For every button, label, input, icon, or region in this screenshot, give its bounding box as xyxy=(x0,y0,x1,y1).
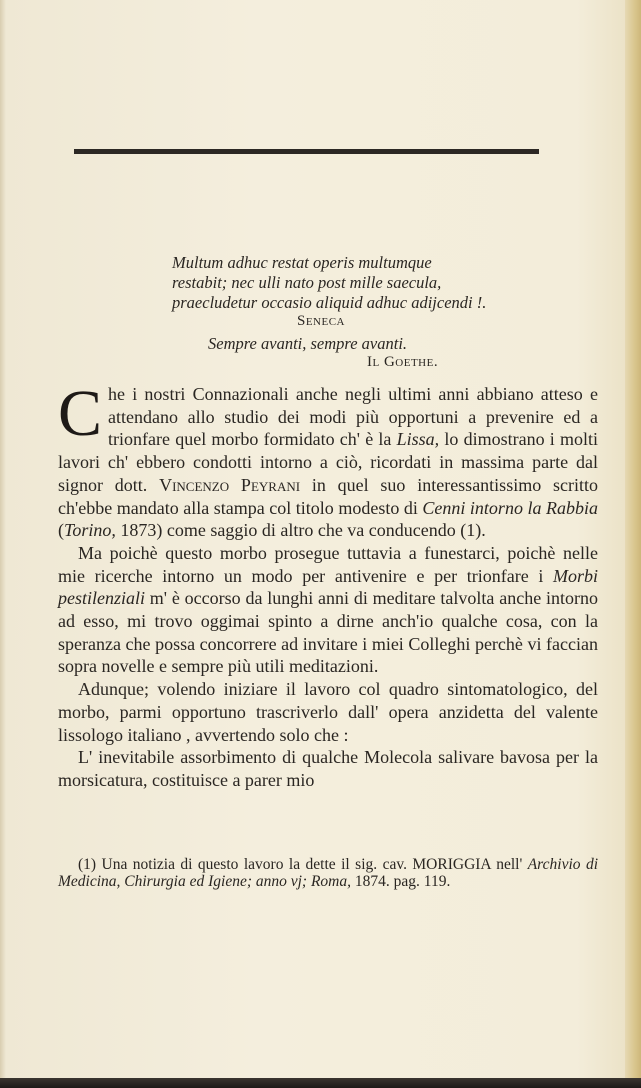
paragraph-1: Che i nostri Connazionali anche negli ultimi anni abbiano atteso e attendano allo studio dei modi più opportuni a prevenire ed a trionfare quel morbo formidato ch' è la Lissa, lo dimostrano i molti lavori ch' ebbero condotti intorno a ciò, ricordati in massima parte dal signor dott. Vincenzo Peyrani in quel suo interessantissimo scritto ch'ebbe mandato alla stampa col titolo modesto di Cenni intorno la Rabbia (Torino, 1873) come saggio di altro che va conducendo (1). xyxy=(58,377,599,541)
epigraph-line-3: praecludetur occasio aliquid adhuc adijcendi !. xyxy=(172,293,487,312)
journal-title: Archivio di Medicina, Chirurgia ed Igiene; anno vj; Roma, xyxy=(58,856,599,890)
epigraph-attribution-latin: Seneca xyxy=(297,313,346,329)
paragraph-4: L' inevitabile assorbimento di qualche Molecola salivare bavosa per la morsicatura, costituisce a parer mio xyxy=(58,747,598,790)
bottom-edge xyxy=(0,1078,641,1088)
place-name: Torino, xyxy=(64,520,116,541)
page-left-edge xyxy=(0,0,6,1088)
epigraph-italian: Sempre avanti, sempre avanti. xyxy=(208,334,408,353)
morbi-title: Morbi pestilenziali xyxy=(58,565,598,609)
epigraph-line-1: Multum adhuc restat operis multumque xyxy=(172,253,432,272)
work-title: Cenni intorno la Rabbia xyxy=(422,497,598,518)
epigraph-line-2: restabit; nec ulli nato post mille saecula, xyxy=(172,273,442,292)
page-right-edge xyxy=(625,0,641,1088)
body-text xyxy=(58,377,599,792)
footnote: (1) Una notizia di questo lavoro la dette il sig. cav. MORIGGIA nell' Archivio di Medicina, Chirurgia ed Igiene; anno vj; Roma, 1874. pag. 119. xyxy=(58,856,599,890)
lissa-term: Lissa, xyxy=(396,429,440,450)
top-rule xyxy=(74,149,539,154)
paragraph-2: Ma poichè questo morbo prosegue tuttavia a funestarci, poichè nelle mie ricerche intorno un modo per antivenire e per trionfare i Morbi pestilenziali m' è occorso da lunghi anni di meditare talvolta anche intorno ad esso, mi trovo oggimai spinto a dirne anch'io qualche cosa, con la speranza che possa concorrere ad invitare i miei Colleghi perchè vi faccian sopra novelle e sempre più utili meditazioni. xyxy=(58,542,598,677)
paragraph-3: Adunque; volendo iniziare il lavoro col quadro sintomatologico, del morbo, parmi opportuno trascriverlo dall' opera anzidetta del valente lissologo italiano , avvertendo solo che : xyxy=(58,679,598,745)
drop-cap: C xyxy=(58,377,103,450)
author-name: Vincenzo Peyrani xyxy=(159,474,301,495)
epigraph-attribution-italian: Il Goethe. xyxy=(367,354,439,370)
